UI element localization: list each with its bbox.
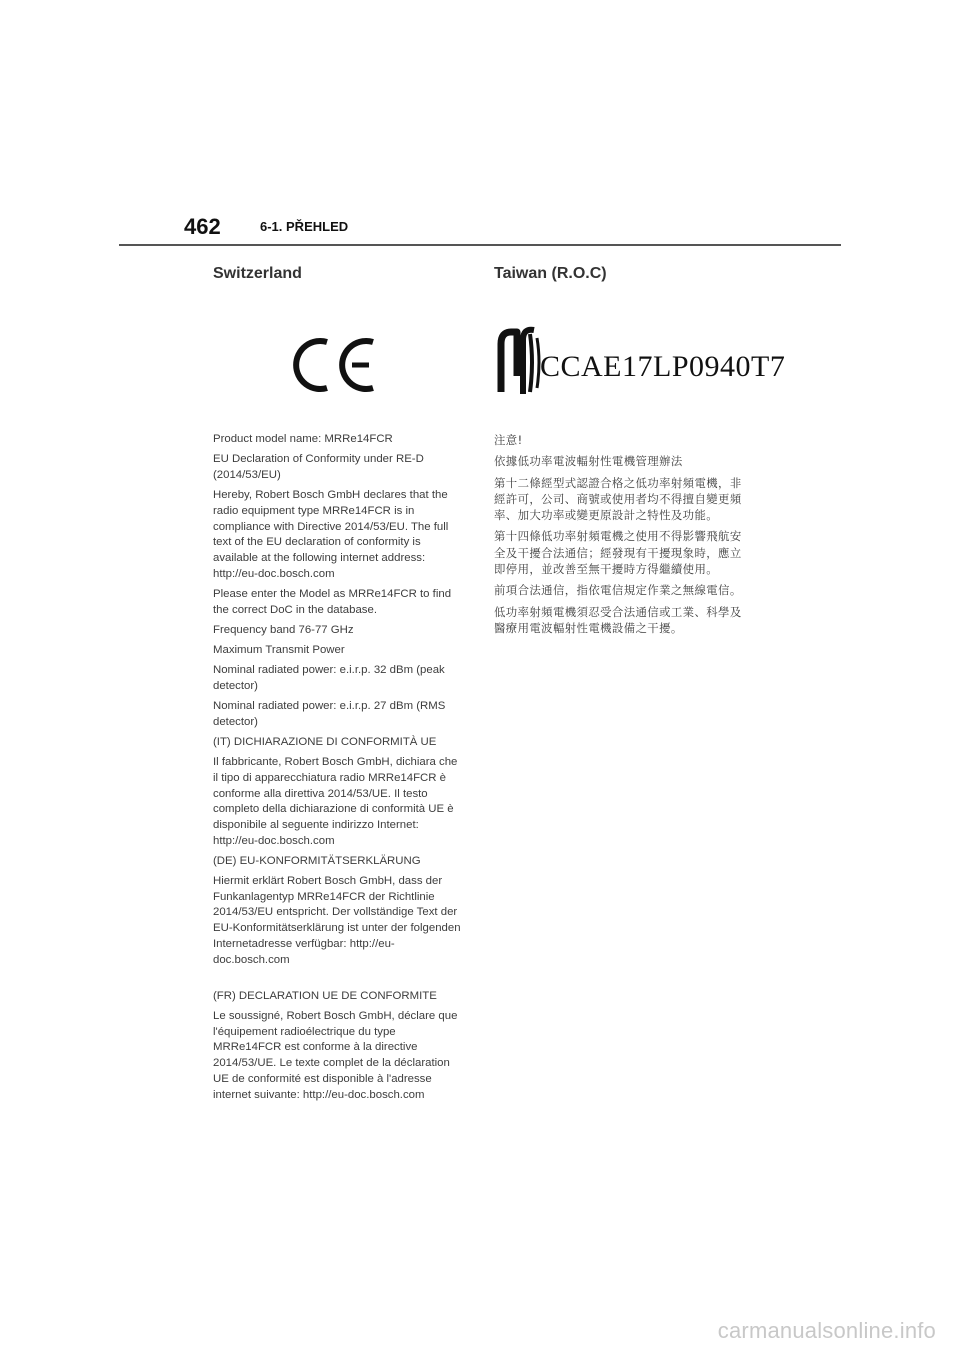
left-text-block [213, 432, 463, 1108]
right-text-block [494, 432, 750, 641]
fr-heading: (FR) DECLARATION UE DE CONFORMITE [213, 989, 437, 1002]
paragraph: Le soussigné, Robert Bosch GmbH, déclare que l'équipement radioélectrique du type MRRe14FCR est conforme à la directive 2014/53/UE. Le texte complet de la déclaration UE de conformité est disponible à l'adresse internet suivante: http://eu-doc.bosch.com [213, 1010, 458, 1101]
paragraph: Nominal radiated power: e.i.r.p. 32 dBm (peak detector) [213, 664, 445, 692]
paragraph: 注意! [494, 433, 523, 447]
paragraph: 第十四條低功率射頻電機之使用不得影響飛航安全及干擾合法通信；經發現有干擾現象時，應立即停用，並改善至無干擾時方得繼續使用。 [494, 529, 742, 577]
section-title: 6-1. PŘEHLED [260, 219, 349, 234]
paragraph: Nominal radiated power: e.i.r.p. 27 dBm (RMS detector) [213, 700, 446, 728]
page-number: 462 [184, 214, 221, 239]
paragraph: Please enter the Model as MRRe14FCR to find the correct DoC in the database. [213, 587, 452, 616]
header-rule [119, 244, 841, 246]
paragraph: 第十二條經型式認證合格之低功率射頻電機，非經許可，公司、商號或使用者均不得擅自變更頻率、加大功率或變更原設計之特性及功能。 [494, 475, 742, 523]
it-heading: (IT) DICHIARAZIONE DI CONFORMITÀ UE [213, 735, 437, 748]
taiwan-heading: Taiwan (R.O.C) [494, 265, 607, 282]
left-column [213, 264, 463, 1101]
ncc-code: CCAE17LP0940T7 [540, 350, 786, 383]
right-column [494, 264, 786, 635]
ce-mark-icon [293, 336, 379, 394]
watermark: carmanualsonline.info [717, 1318, 936, 1343]
paragraph: Maximum Transmit Power [213, 643, 345, 656]
paragraph: 低功率射頻電機須忍受合法通信或工業、科學及醫療用電波輻射性電機設備之干擾。 [494, 604, 742, 635]
paragraph: Hereby, Robert Bosch GmbH declares that the radio equipment type MRRe14FCR is in compliance with Directive 2014/53/EU. The full text of the EU declaration of conformity is available at the following internet address: http://eu-doc.bosch.com [213, 489, 449, 580]
switzerland-heading: Switzerland [213, 265, 302, 282]
paragraph: Hiermit erklärt Robert Bosch GmbH, dass der Funkanlagentyp MRRe14FCR der Richtlinie 2014/53/EU entspricht. Der vollständige Text der EU-Konformitätserklärung ist unter der folgenden Internetadresse verfügbar: http://eu-doc.bosch.com [213, 875, 461, 966]
paragraph: 前項合法通信，指依電信規定作業之無線電信。 [494, 583, 742, 598]
paragraph: Il fabbricante, Robert Bosch GmbH, dichiara che il tipo di apparecchiatura radio MRRe14FCR è conforme alla direttiva 2014/53/UE. Il testo completo della dichiarazione di conformità UE è disponibile al seguente indirizzo Internet: http://eu-doc.bosch.com [213, 756, 458, 847]
paragraph: Frequency band 76-77 GHz [213, 623, 354, 636]
ncc-mark-icon [494, 322, 786, 400]
paragraph: Product model name: MRRe14FCR [213, 433, 393, 445]
paragraph: 依據低功率電波輻射性電機管理辦法 [494, 454, 683, 469]
de-heading: (DE) EU-KONFORMITÄTSERKLÄRUNG [213, 854, 421, 867]
paragraph: EU Declaration of Conformity under RE-D (2014/53/EU) [213, 453, 424, 481]
